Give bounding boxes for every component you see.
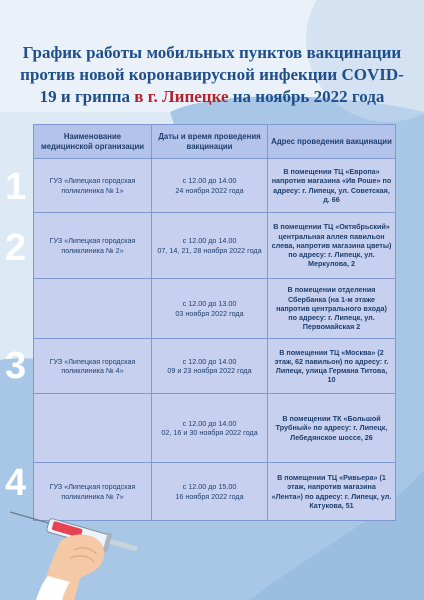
org-cell: ГУЗ «Липецкая городская поликлиника № 2» <box>34 213 152 279</box>
org-cell: ГУЗ «Липецкая городская поликлиника № 7» <box>34 463 152 521</box>
table-row <box>34 159 396 213</box>
address-cell: В помещении ТК «Большой Трубный» по адресу: г. Липецк, Лебедянское шоссе, 26 <box>268 394 396 463</box>
dates-text: 09 и 23 ноября 2022 года <box>167 366 252 375</box>
number-3: 3 <box>5 345 27 387</box>
title-line-3-end: на ноябрь 2022 года <box>228 87 385 106</box>
table-header-row <box>34 125 396 159</box>
time-text: с 12.00 до 14.00 <box>182 176 237 186</box>
hand-with-syringe-illustration <box>0 480 424 600</box>
title-line-1: График работы мобильных пунктов вакцинации <box>22 43 402 62</box>
dates-text: 02, 16 и 30 ноября 2022 года <box>161 428 258 437</box>
dates-text: 24 ноября 2022 года <box>175 185 244 195</box>
time-text: с 12.00 до 13.00 <box>182 299 237 309</box>
org-cell: ГУЗ «Липецкая городская поликлиника № 1» <box>34 159 152 213</box>
table-row <box>34 213 396 279</box>
time-text: с 12.00 до 14.00 <box>182 236 237 246</box>
number-4: 4 <box>5 462 27 504</box>
address-cell: В помещении ТЦ «Москва» (2 этаж, 62 павильон) по адресу: г. Липецк, улица Германа Титова, 10 <box>268 339 396 394</box>
header-organization: Наименование медицинской организации <box>34 125 152 159</box>
header-address: Адрес проведения вакцинации <box>268 125 396 159</box>
org-cell: ГУЗ «Липецкая городская поликлиника № 4» <box>34 339 152 394</box>
title-line-2: против новой коронавирусной инфекции COVID- <box>20 65 404 84</box>
address-cell: В помещении ТЦ «Ривьера» (1 этаж, напротив магазина «Лента») по адресу: г. Липецк, ул. Катукова, 51 <box>268 463 396 521</box>
schedule-table <box>33 124 396 521</box>
title-city-highlight: в г. Липецке <box>134 87 229 106</box>
time-text: с 12.00 до 14.00 <box>182 418 237 428</box>
dates-text: 07, 14, 21, 28 ноября 2022 года <box>157 245 262 255</box>
table-row <box>34 339 396 394</box>
address-cell: В помещении ТЦ «Октябрьский» центральная аллея павильон слева, напротив магазина цветы) по адресу: г. Липецк, ул. Меркулова, 2 <box>268 213 396 279</box>
date-cell <box>152 279 268 339</box>
time-text: с 12.00 до 14.00 <box>182 356 237 366</box>
table-row <box>34 279 396 339</box>
org-cell <box>34 394 152 463</box>
dates-text: 03 ноября 2022 года <box>175 308 244 318</box>
time-text: с 12.00 до 15.00 <box>182 482 237 492</box>
number-2: 2 <box>5 227 27 269</box>
address-cell: В помещении ТЦ «Европа» напротив магазина «Ив Роше» по адресу: г. Липецк, ул. Советская, д. 66 <box>268 159 396 213</box>
date-cell <box>152 394 268 463</box>
dates-text: 16 ноября 2022 года <box>175 491 244 501</box>
title-line-3-start: 19 и гриппа <box>39 87 135 106</box>
date-cell <box>152 339 268 394</box>
org-cell <box>34 279 152 339</box>
table-row <box>34 394 396 463</box>
number-1: 1 <box>5 166 27 208</box>
page-title <box>10 42 414 108</box>
title-line-3 <box>10 86 414 108</box>
hand-icon <box>36 535 104 600</box>
header-dates: Даты и время проведения вакцинации <box>152 125 268 159</box>
date-cell <box>152 159 268 213</box>
address-cell: В помещении отделения Сбербанка (на 1-м этаже напротив центрального входа) по адресу: г. Липецк, ул. Первомайская 2 <box>268 279 396 339</box>
date-cell <box>152 213 268 279</box>
